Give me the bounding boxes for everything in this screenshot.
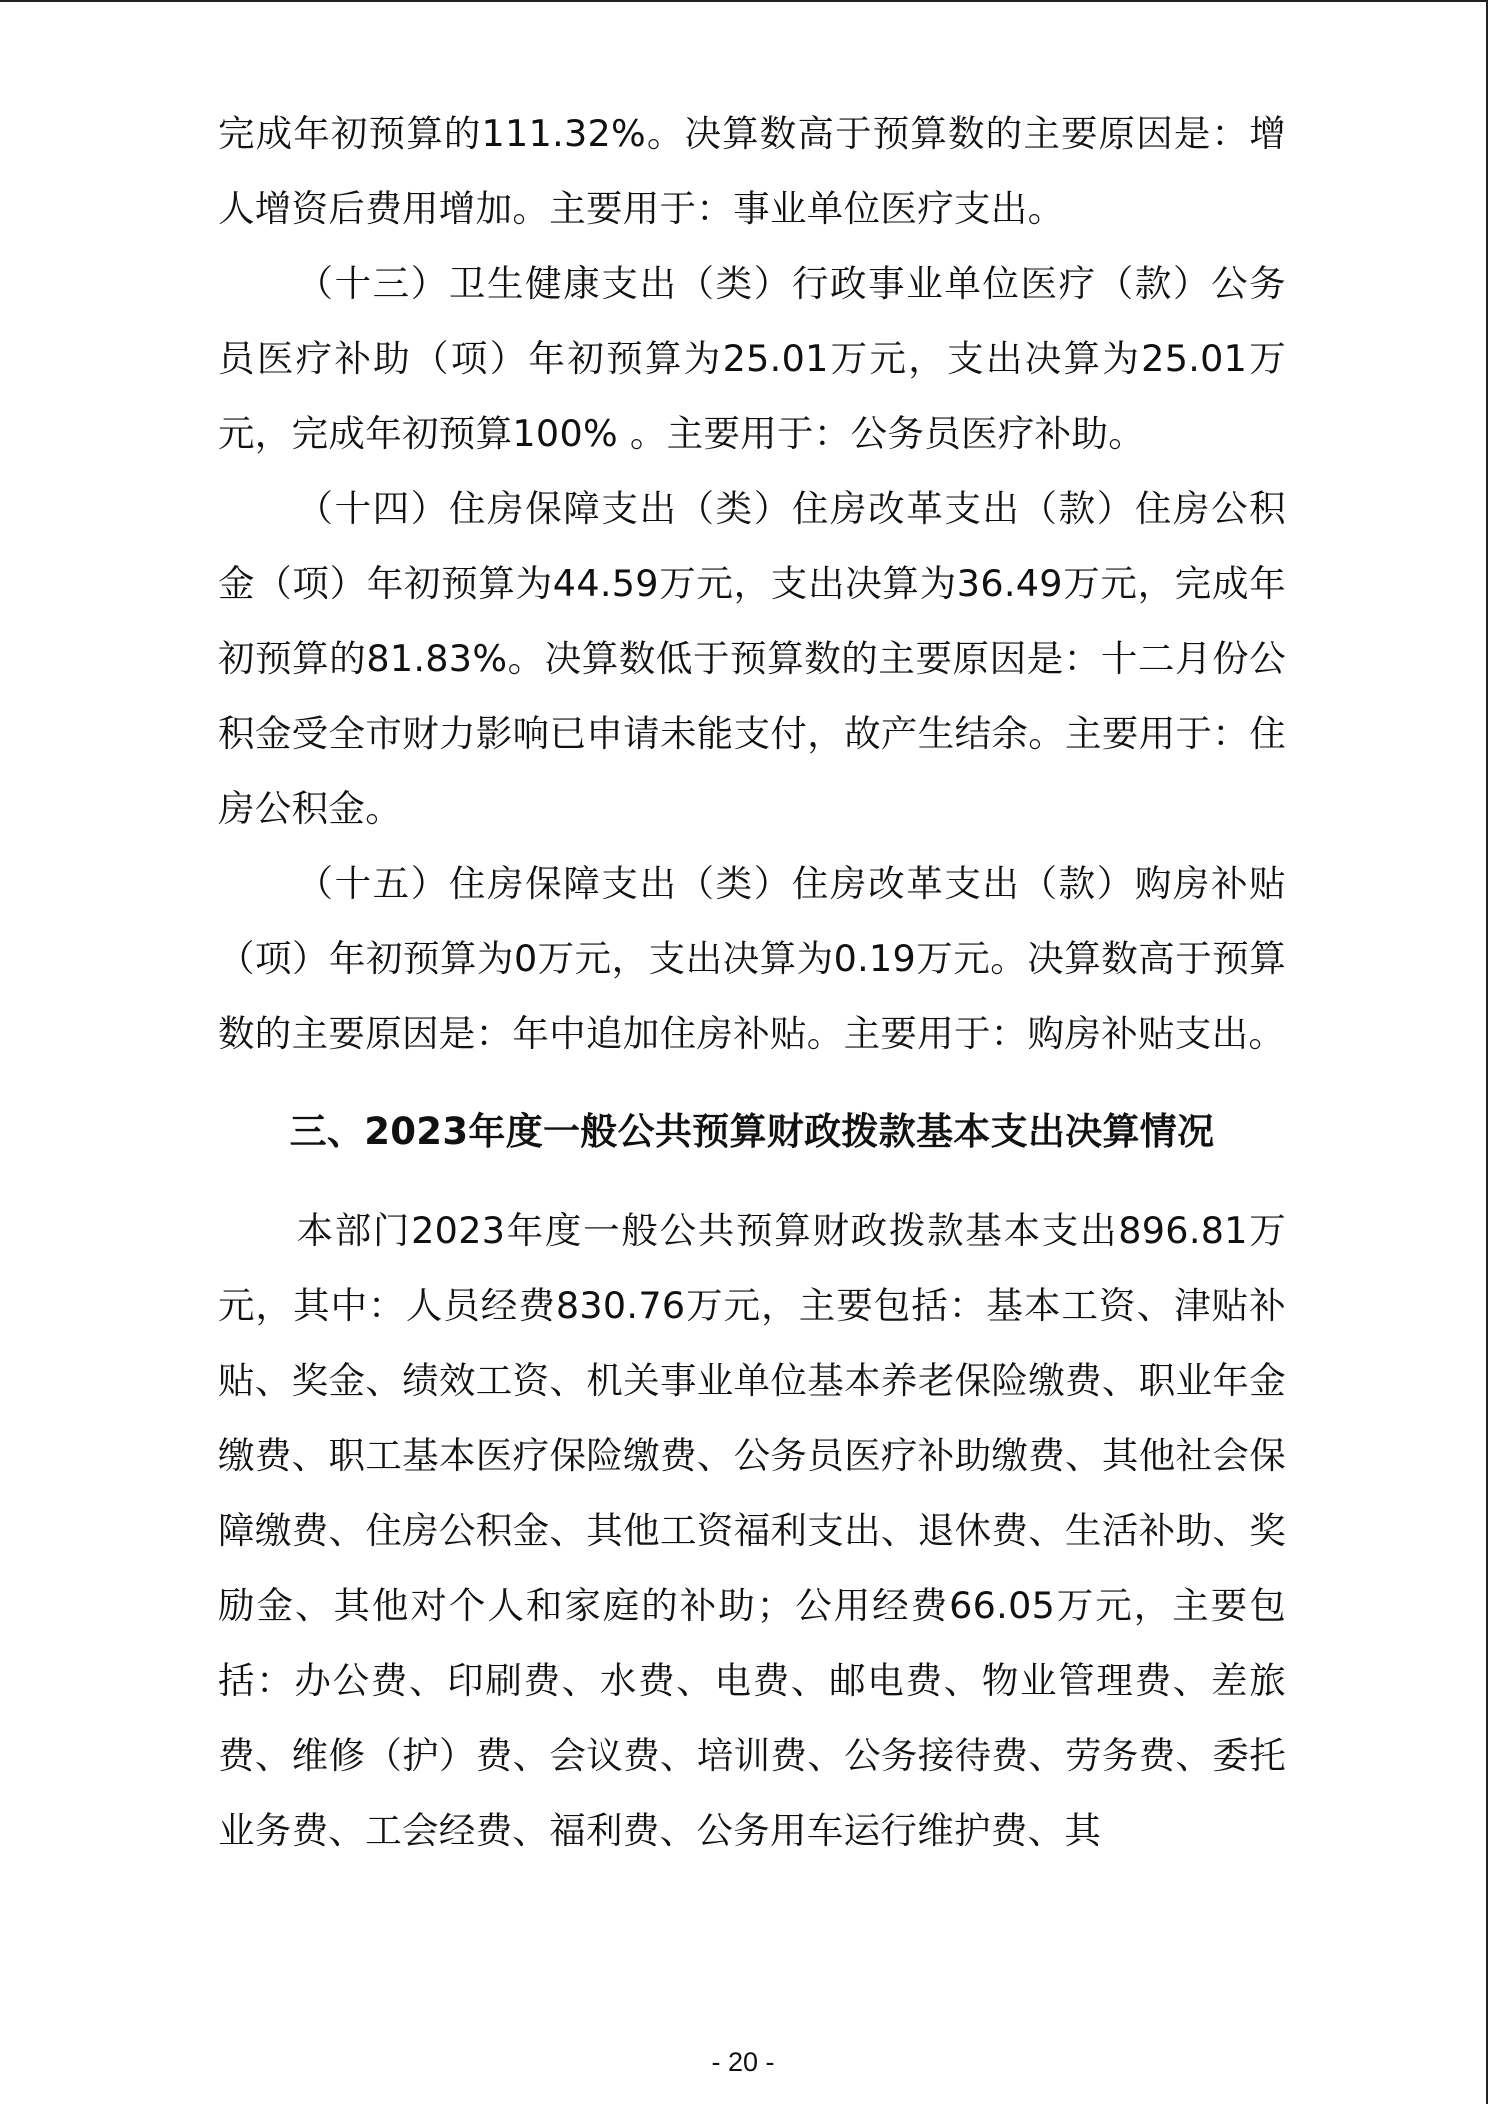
section-paragraph: 本部门2023年度一般公共预算财政拨款基本支出896.81万元，其中：人员经费830.76万元，主要包括：基本工资、津贴补贴、奖金、绩效工资、机关事业单位基本养老保险缴费、职业年金缴费、职工基本医疗保险缴费、公务员医疗补助缴费、其他社会保障缴费、住房公积金、其他工资福利支出、退休费、生活补助、奖励金、其他对个人和家庭的补助；公用经费66.05万元，主要包括：办公费、印刷费、水费、电费、邮电费、物业管理费、差旅费、维修（护）费、会议费、培训费、公务接待费、劳务费、委托业务费、工会经费、福利费、公务用车运行维护费、其 — [218, 1209, 1286, 1852]
paragraph-item-14: （十四）住房保障支出（类）住房改革支出（款）住房公积金（项）年初预算为44.59万元，支出决算为36.49万元，完成年初预算的81.83%。决算数低于预算数的主要原因是：十二月份公积金受全市财力影响已申请未能支付，故产生结余。主要用于：住房公积金。 — [218, 487, 1286, 830]
paragraph-item-13: （十三）卫生健康支出（类）行政事业单位医疗（款）公务员医疗补助（项）年初预算为25.01万元，支出决算为25.01万元，完成年初预算100% 。主要用于：公务员医疗补助。 — [218, 262, 1286, 455]
paragraph-item-15: （十五）住房保障支出（类）住房改革支出（款）购房补贴（项）年初预算为0万元，支出决算为0.19万元。决算数高于预算数的主要原因是：年中追加住房补贴。主要用于：购房补贴支出。 — [218, 862, 1286, 1055]
continued-paragraph: 完成年初预算的111.32%。决算数高于预算数的主要原因是：增人增资后费用增加。主要用于：事业单位医疗支出。 — [218, 112, 1286, 230]
section-heading: 三、2023年度一般公共预算财政拨款基本支出决算情况 — [289, 1110, 1215, 1153]
page-number: - 20 - — [711, 2047, 775, 2077]
page-body — [218, 96, 1286, 1868]
